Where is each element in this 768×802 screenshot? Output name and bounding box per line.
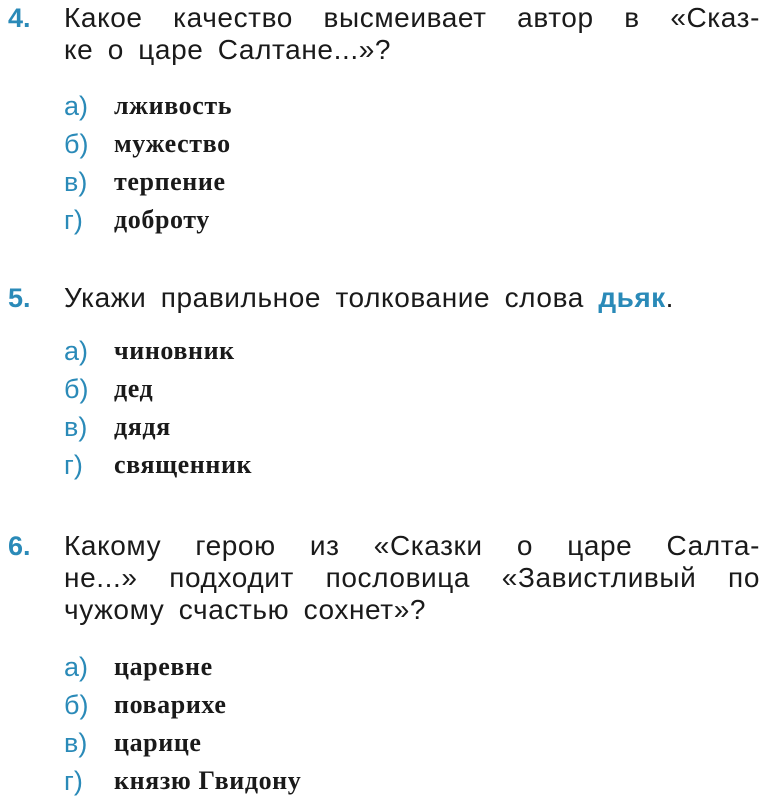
answer-letter: б) — [64, 129, 89, 159]
answer-text: священник — [114, 450, 253, 479]
question-line: чужому счастью сохнет»? — [64, 594, 427, 625]
answer-letter: г) — [64, 450, 83, 480]
answer-text: царевне — [114, 652, 213, 681]
answer-letter: а) — [64, 336, 89, 366]
answer-letter: а) — [64, 652, 89, 682]
answer-text: мужество — [114, 129, 231, 158]
question-line: ке о царе Салтане...»? — [64, 34, 392, 65]
answer-letter: а) — [64, 91, 89, 121]
question-line: Какое качество высмеивает автор в «Сказ- — [64, 2, 760, 33]
answer-text: дядя — [114, 412, 171, 441]
answer-letter: б) — [64, 374, 89, 404]
answer-letter: б) — [64, 690, 89, 720]
question-number: 4. — [8, 3, 31, 33]
question-number: 5. — [8, 283, 31, 313]
answer-text: лживость — [114, 91, 233, 120]
answer-letter: в) — [64, 412, 88, 442]
answer-letter: г) — [64, 205, 83, 235]
answer-text: чиновник — [114, 336, 235, 365]
question-line: не...» подходит пословица «Завистливый по — [64, 562, 760, 593]
answer-text: терпение — [114, 167, 226, 196]
answer-text: доброту — [114, 205, 210, 234]
answer-text: князю Гвидону — [114, 766, 302, 795]
question-line — [64, 282, 760, 314]
answer-letter: г) — [64, 766, 83, 796]
question-line: Какому герою из «Сказки о царе Салта- — [64, 530, 760, 561]
answer-text: дед — [114, 374, 154, 403]
question-text-after: . — [665, 282, 675, 313]
question-text — [64, 282, 760, 314]
answer-text: царице — [114, 728, 202, 757]
question-text — [64, 2, 760, 66]
answer-letter: в) — [64, 167, 88, 197]
question-text-before: Укажи правильное толкование слова — [64, 282, 599, 313]
question-number: 6. — [8, 531, 31, 561]
question-term: дьяк — [598, 282, 666, 313]
answer-text: поварихе — [114, 690, 227, 719]
answer-letter: в) — [64, 728, 88, 758]
question-text — [64, 530, 760, 626]
